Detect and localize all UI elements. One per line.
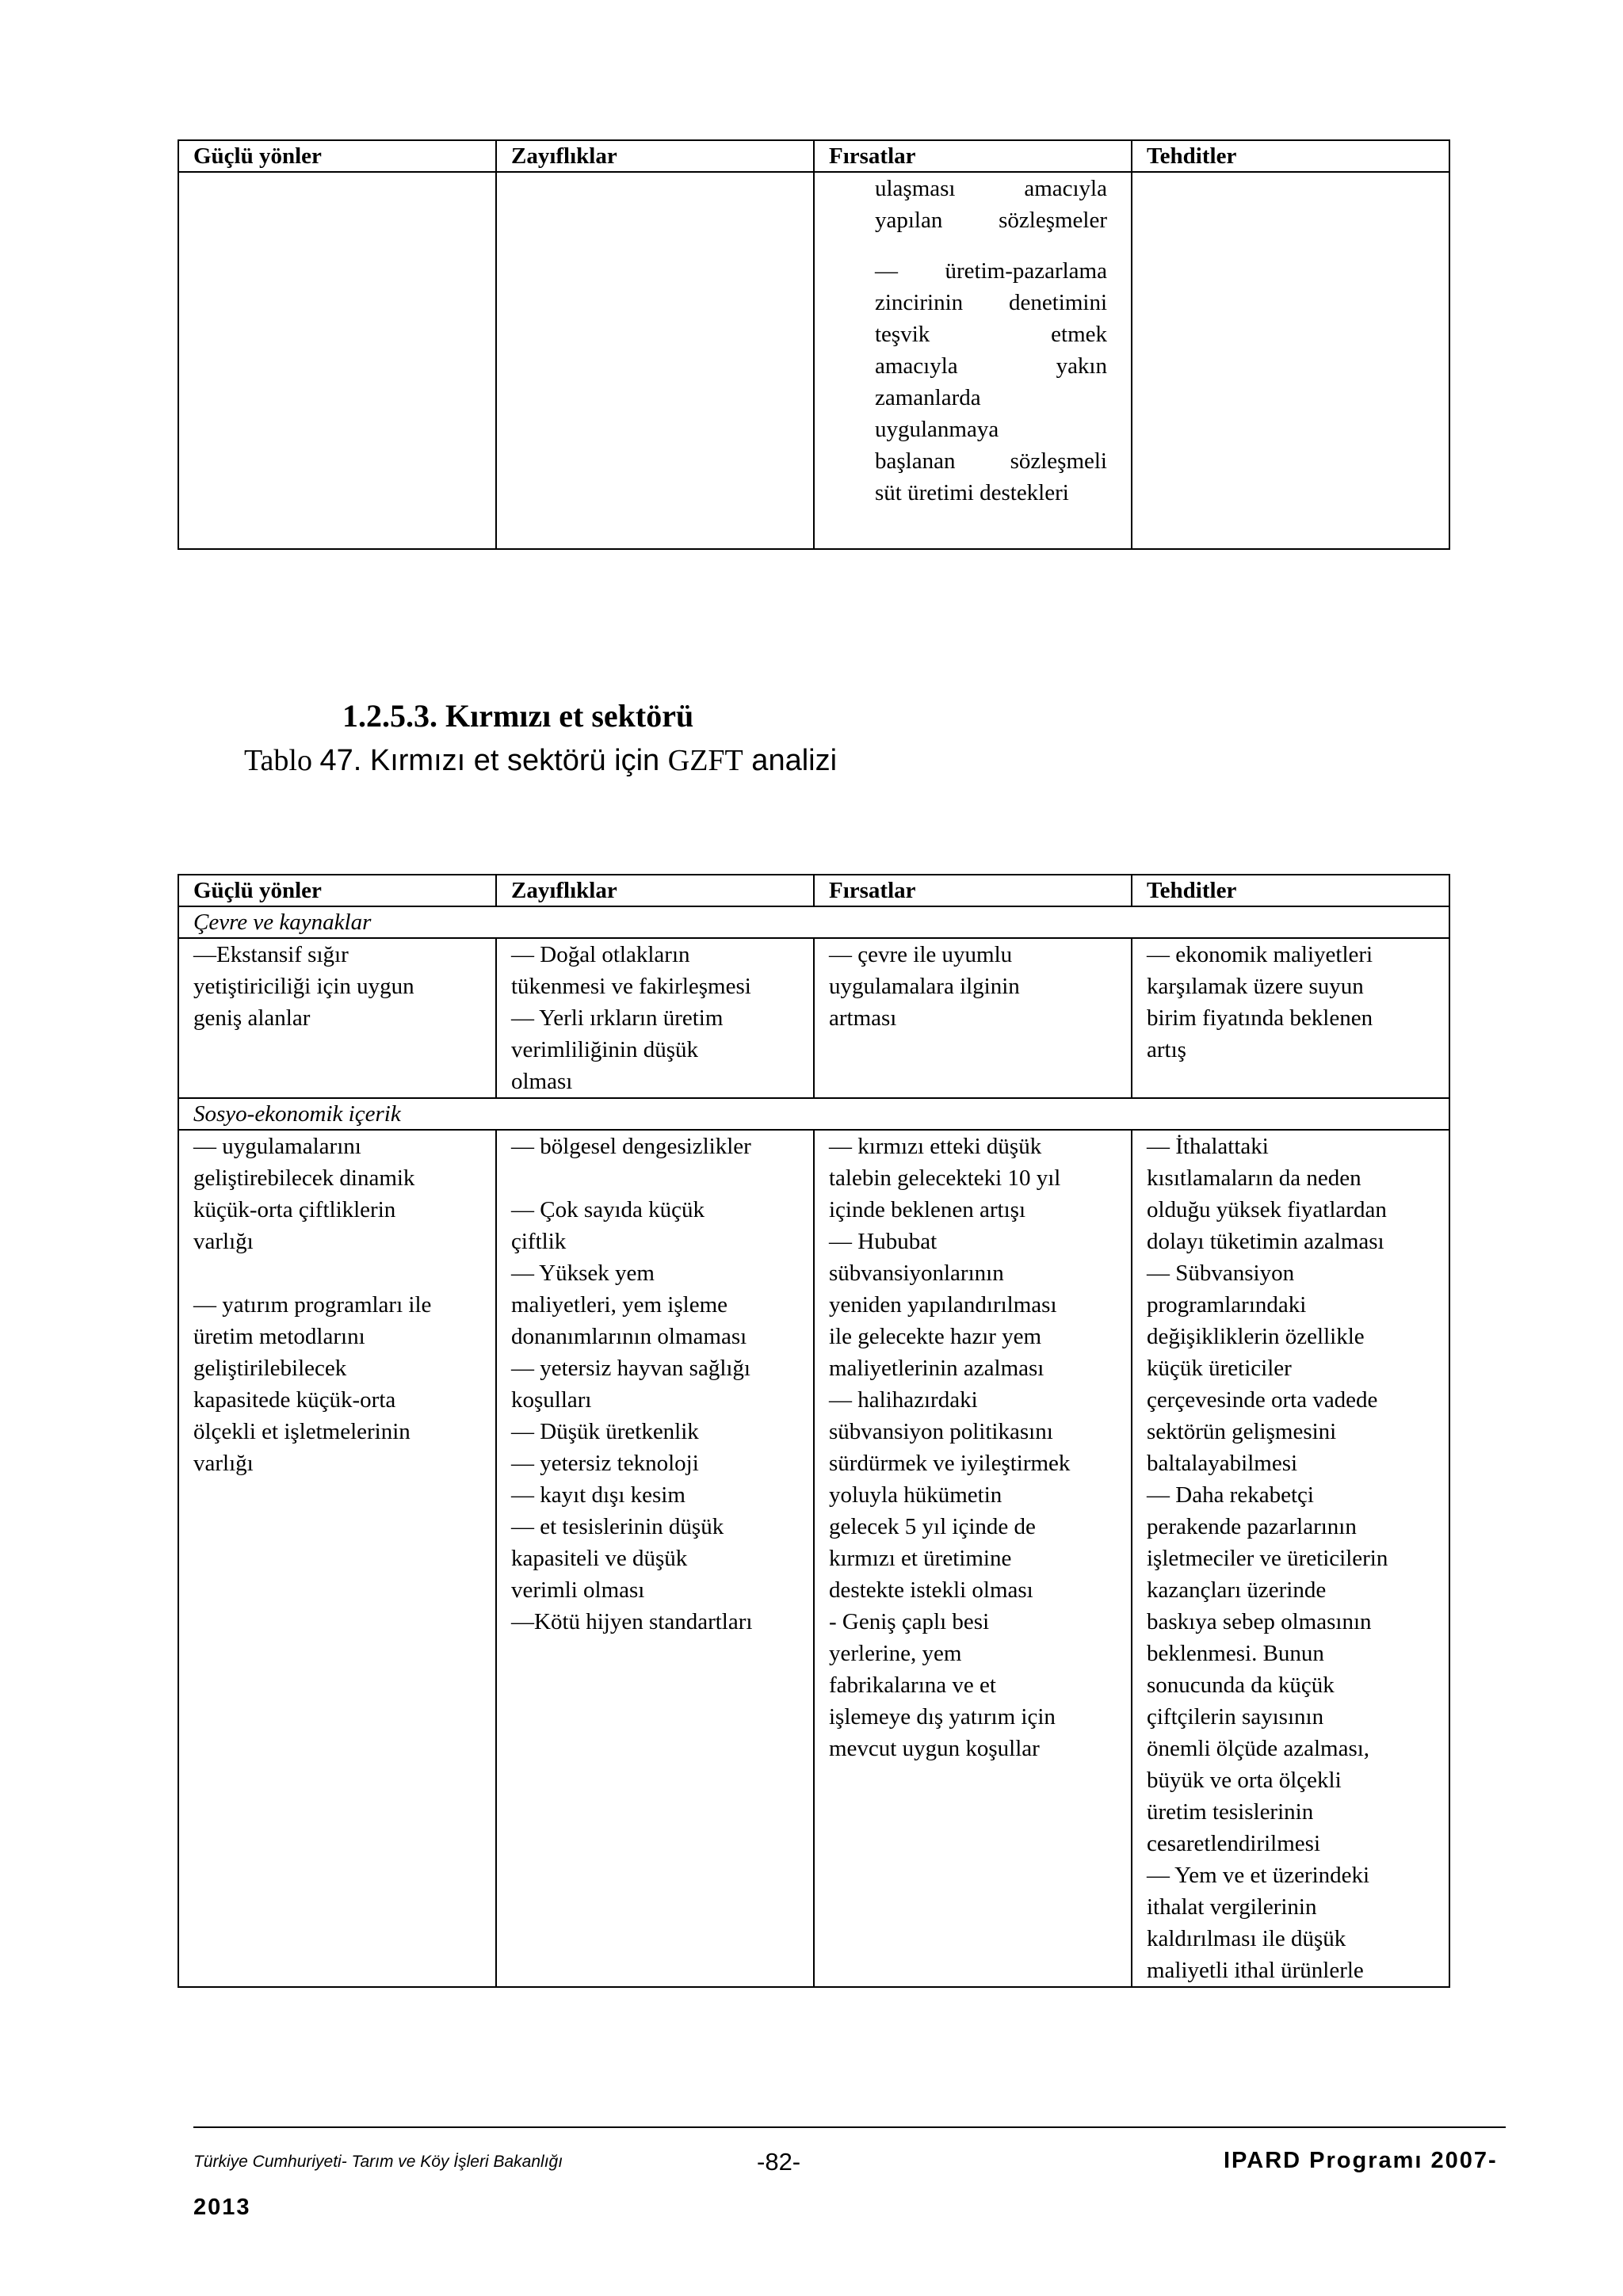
cell-line: — İthalattaki — [1147, 1134, 1269, 1159]
cell-line: — çevre ile uyumlu — [829, 942, 1013, 967]
cell-word: yapılan — [875, 208, 943, 233]
header-weaknesses: Zayıflıklar — [496, 140, 814, 172]
cont-strengths-cell — [178, 172, 496, 549]
cell-line: kapasiteli ve düşük — [511, 1546, 688, 1571]
table-header-row — [178, 140, 1449, 172]
swot-table-continued — [178, 139, 1450, 550]
cell-line: süt üretimi destekleri — [875, 480, 1069, 505]
caption-suffix: analizi — [743, 744, 838, 777]
cell-line: dolayı tüketimin azalması — [1147, 1229, 1384, 1254]
cell-line: gelecek 5 yıl içinde de — [829, 1514, 1036, 1539]
cell-line: verimliliğinin düşük — [511, 1037, 699, 1062]
header-threats: Tehditler — [1132, 140, 1449, 172]
cell-line: varlığı — [193, 1451, 254, 1476]
cell-word: sözleşmeler — [999, 208, 1107, 233]
cell-line: — kırmızı etteki düşük — [829, 1134, 1042, 1159]
cell-line: ile gelecekte hazır yem — [829, 1324, 1042, 1349]
cell-line — [875, 445, 1107, 477]
cell-line: birim fiyatında beklenen — [1147, 1005, 1373, 1031]
cell-line: artması — [829, 1005, 897, 1031]
cell-line: — bölgesel dengesizlikler — [511, 1134, 751, 1159]
cell-line: olduğu yüksek fiyatlardan — [1147, 1197, 1387, 1222]
cell-line: koşulları — [511, 1387, 592, 1413]
cell-line: değişikliklerin özellikle — [1147, 1324, 1365, 1349]
cell-line: donanımlarının olmaması — [511, 1324, 747, 1349]
cell-line: geliştirebilecek dinamik — [193, 1165, 415, 1191]
cell-word: teşvik — [875, 322, 930, 347]
cell-line: — yetersiz teknoloji — [511, 1451, 699, 1476]
env-strengths-cell — [178, 938, 496, 1098]
env-weaknesses-cell — [496, 938, 814, 1098]
cell-line: baskıya sebep olmasının — [1147, 1609, 1372, 1634]
cell-line — [875, 173, 1107, 204]
cell-line: — kayıt dışı kesim — [511, 1482, 685, 1508]
cell-line: işlemeye dış yatırım için — [829, 1704, 1056, 1730]
env-threats-cell — [1132, 938, 1449, 1098]
cell-line: — Düşük üretkenlik — [511, 1419, 699, 1444]
cell-line: uygulanmaya — [875, 417, 999, 442]
cell-line: — uygulamalarını — [193, 1134, 361, 1159]
cell-line: yetiştiriciliği için uygun — [193, 974, 414, 999]
socio-opportunities-cell — [814, 1130, 1132, 1987]
cell-line: yoluyla hükümetin — [829, 1482, 1002, 1508]
cell-line: — ekonomik maliyetleri — [1147, 942, 1373, 967]
section-title-socio: Sosyo-ekonomik içerik — [178, 1098, 1449, 1130]
cell-line: sonucunda da küçük — [1147, 1672, 1335, 1698]
cell-line: verimli olması — [511, 1577, 645, 1603]
cell-line: maliyetlerinin azalması — [829, 1356, 1044, 1381]
cell-line — [875, 318, 1107, 350]
header-strengths: Güçlü yönler — [178, 875, 496, 906]
cell-line: karşılamak üzere suyun — [1147, 974, 1364, 999]
cell-line: olması — [511, 1069, 573, 1094]
section-heading: 1.2.5.3. Kırmızı et sektörü — [342, 698, 694, 734]
cell-line: — Çok sayıda küçük — [511, 1197, 705, 1222]
cell-word: üretim-pazarlama — [945, 258, 1107, 284]
cell-line: — Doğal otlakların — [511, 942, 690, 967]
env-opportunities-cell — [814, 938, 1132, 1098]
table-row — [178, 938, 1449, 1098]
cell-line: talebin gelecekteki 10 yıl — [829, 1165, 1061, 1191]
cell-line: yerlerine, yem — [829, 1641, 962, 1666]
cell-line — [875, 287, 1107, 318]
cell-line: uygulamalara ilginin — [829, 974, 1020, 999]
section-title-environment: Çevre ve kaynaklar — [178, 906, 1449, 938]
cell-line: çiftlik — [511, 1229, 567, 1254]
cell-line: çiftçilerin sayısının — [1147, 1704, 1324, 1730]
cell-word: amacıyla — [1024, 176, 1107, 201]
cell-word: ulaşması — [875, 176, 956, 201]
cell-line: maliyetleri, yem işleme — [511, 1292, 727, 1318]
cell-line: sübvansiyonlarının — [829, 1261, 1004, 1286]
cell-line: büyük ve orta ölçekli — [1147, 1768, 1342, 1793]
cell-line: —Ekstansif sığır — [193, 942, 349, 967]
cell-line: destekte istekli olması — [829, 1577, 1033, 1603]
cell-line: beklenmesi. Bunun — [1147, 1641, 1324, 1666]
cell-line: geliştirilebilecek — [193, 1356, 347, 1381]
cell-line — [193, 1257, 481, 1289]
cell-line: — Yerli ırkların üretim — [511, 1005, 724, 1031]
cell-line: — halihazırdaki — [829, 1387, 978, 1413]
cell-word: başlanan — [875, 448, 956, 474]
table-caption — [244, 743, 837, 778]
cell-line: — Yüksek yem — [511, 1261, 655, 1286]
cell-line: — et tesislerinin düşük — [511, 1514, 724, 1539]
line-gap — [875, 236, 1107, 255]
cell-line: kısıtlamaların da neden — [1147, 1165, 1361, 1191]
cell-line: baltalayabilmesi — [1147, 1451, 1298, 1476]
cell-line: çerçevesinde orta vadede — [1147, 1387, 1378, 1413]
cell-line: ölçekli et işletmelerinin — [193, 1419, 411, 1444]
caption-text: 47. Kırmızı et sektörü için — [319, 744, 668, 777]
page-number: -82- — [757, 2148, 801, 2176]
cell-line: kapasitede küçük-orta — [193, 1387, 396, 1413]
footer-year: 2013 — [193, 2195, 251, 2220]
cell-line: kırmızı et üretimine — [829, 1546, 1012, 1571]
header-opportunities: Fırsatlar — [814, 140, 1132, 172]
header-weaknesses: Zayıflıklar — [496, 875, 814, 906]
cell-line: sürdürmek ve iyileştirmek — [829, 1451, 1071, 1476]
cell-word: sözleşmeli — [1010, 448, 1107, 474]
cell-line: - Geniş çaplı besi — [829, 1609, 990, 1634]
cell-line: — Daha rekabetçi — [1147, 1482, 1314, 1508]
socio-threats-cell — [1132, 1130, 1449, 1987]
cell-line — [511, 1162, 799, 1194]
cell-line: fabrikalarına ve et — [829, 1672, 996, 1698]
cell-line: perakende pazarlarının — [1147, 1514, 1357, 1539]
cell-line: zamanlarda — [875, 385, 981, 410]
header-strengths: Güçlü yönler — [178, 140, 496, 172]
cell-line: önemli ölçüde azalması, — [1147, 1736, 1370, 1761]
cell-word: amacıyla — [875, 353, 958, 379]
footer-ministry: Türkiye Cumhuriyeti- Tarım ve Köy İşleri Bakanlığı — [193, 2153, 563, 2171]
cell-line — [875, 204, 1107, 236]
swot-table-red-meat — [178, 874, 1450, 1988]
cell-line: artış — [1147, 1037, 1186, 1062]
cell-word: — — [875, 258, 898, 284]
cell-line: — yetersiz hayvan sağlığı — [511, 1356, 750, 1381]
cell-line: — Yem ve et üzerindeki — [1147, 1863, 1370, 1888]
cell-line: —Kötü hijyen standartları — [511, 1609, 753, 1634]
cell-line: sektörün gelişmesini — [1147, 1419, 1337, 1444]
header-threats: Tehditler — [1132, 875, 1449, 906]
cell-line: ithalat vergilerinin — [1147, 1894, 1317, 1920]
socio-weaknesses-cell — [496, 1130, 814, 1987]
cell-line — [875, 255, 1107, 287]
cell-line: kaldırılması ile düşük — [1147, 1926, 1346, 1951]
cell-line: kazançları üzerinde — [1147, 1577, 1327, 1603]
table-row — [178, 172, 1449, 549]
cell-line: — Hububat — [829, 1229, 938, 1254]
cont-threats-cell — [1132, 172, 1449, 549]
cell-line: üretim metodlarını — [193, 1324, 365, 1349]
cell-line: programlarındaki — [1147, 1292, 1307, 1318]
cell-line: üretim tesislerinin — [1147, 1799, 1314, 1825]
caption-abbr: GZFT — [667, 744, 743, 777]
cell-line: — yatırım programları ile — [193, 1292, 432, 1318]
cell-line: varlığı — [193, 1229, 254, 1254]
cell-line: cesaretlendirilmesi — [1147, 1831, 1321, 1856]
table-row — [178, 1130, 1449, 1987]
cell-line: mevcut uygun koşullar — [829, 1736, 1040, 1761]
cont-opportunities-cell — [814, 172, 1132, 549]
footer-program: IPARD Programı 2007- — [1224, 2148, 1498, 2173]
cell-line — [875, 350, 1107, 382]
cell-line: işletmeciler ve üreticilerin — [1147, 1546, 1388, 1571]
section-row-environment — [178, 906, 1449, 938]
cell-word: yakın — [1056, 353, 1107, 379]
cell-line: — Sübvansiyon — [1147, 1261, 1295, 1286]
caption-prefix: Tablo — [244, 744, 320, 777]
cell-word: etmek — [1051, 322, 1107, 347]
cell-line: maliyetli ithal ürünlerle — [1147, 1958, 1364, 1983]
cell-word: zincirinin — [875, 290, 964, 315]
header-opportunities: Fırsatlar — [814, 875, 1132, 906]
section-row-socio — [178, 1098, 1449, 1130]
cell-line: yeniden yapılandırılması — [829, 1292, 1057, 1318]
cell-line: tükenmesi ve fakirleşmesi — [511, 974, 751, 999]
cell-line: içinde beklenen artışı — [829, 1197, 1026, 1222]
cont-weaknesses-cell — [496, 172, 814, 549]
cell-line: sübvansiyon politikasını — [829, 1419, 1053, 1444]
cell-word: denetimini — [1008, 290, 1107, 315]
cell-line: geniş alanlar — [193, 1005, 311, 1031]
cell-line: küçük-orta çiftliklerin — [193, 1197, 396, 1222]
table-header-row — [178, 875, 1449, 906]
footer-divider — [193, 2126, 1506, 2128]
socio-strengths-cell — [178, 1130, 496, 1987]
cell-line: küçük üreticiler — [1147, 1356, 1292, 1381]
